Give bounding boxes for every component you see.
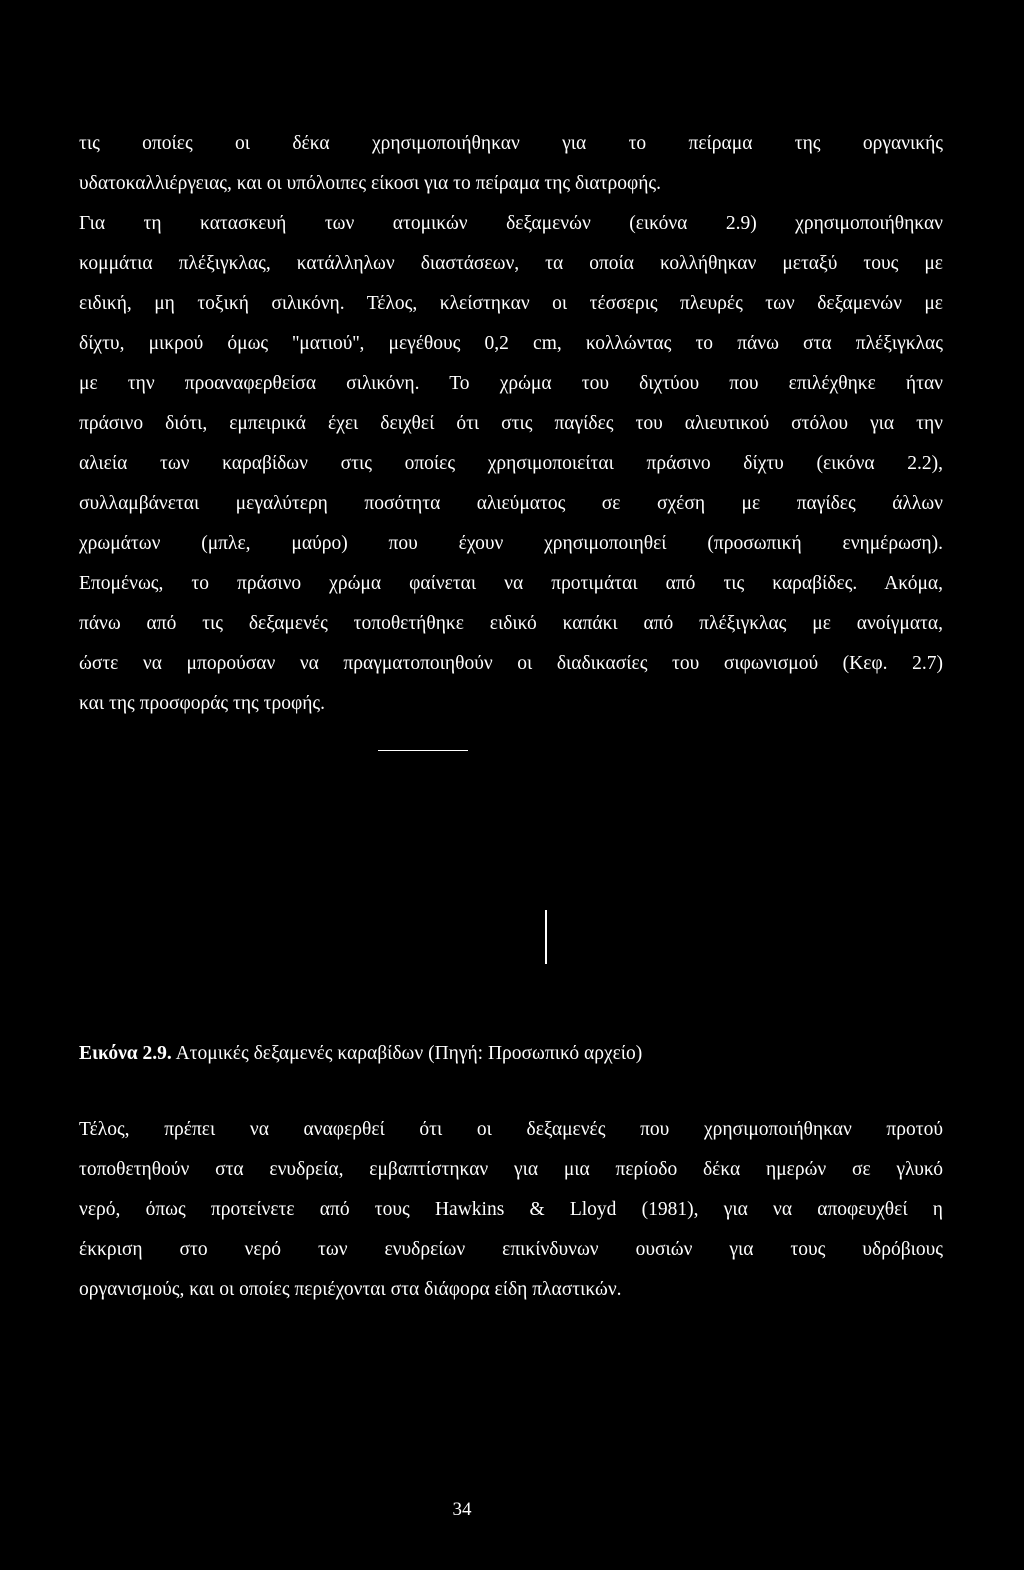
text-line: Επομένως, το πράσινο χρώμα φαίνεται να προτιμάται από τις καραβίδες. Ακόμα,	[79, 573, 943, 594]
text-line: πράσινο διότι, εμπειρικά έχει δειχθεί ότι στις παγίδες του αλιευτικού στόλου για την	[79, 413, 943, 434]
separator-rule	[378, 750, 468, 751]
text-line: αλιεία των καραβίδων στις οποίες χρησιμοποιείται πράσινο δίχτυ (εικόνα 2.2),	[79, 453, 943, 474]
text-line: χρωμάτων (μπλε, μαύρο) που έχουν χρησιμοποιηθεί (προσωπική ενημέρωση).	[79, 533, 943, 554]
text-line: οργανισμούς, και οι οποίες περιέχονται στα διάφορα είδη πλαστικών.	[79, 1279, 622, 1300]
text-line: με την προαναφερθείσα σιλικόνη. Το χρώμα του διχτύου που επιλέχθηκε ήταν	[79, 373, 943, 394]
text-line: νερό, όπως προτείνετε από τους Hawkins & Lloyd (1981), για να αποφευχθεί η	[79, 1199, 943, 1220]
text-line: τοποθετηθούν στα ενυδρεία, εμβαπτίστηκαν για μια περίοδο δέκα ημερών σε γλυκό	[79, 1159, 943, 1180]
text-line: συλλαμβάνεται μεγαλύτερη ποσότητα αλιεύματος σε σχέση με παγίδες άλλων	[79, 493, 943, 514]
paragraph-tank-soaking	[79, 1110, 943, 1310]
text-line: έκκριση στο νερό των ενυδρείων επικίνδυνων ουσιών για τους υδρόβιους	[79, 1239, 943, 1260]
text-line: πάνω από τις δεξαμενές τοποθετήθηκε ειδικό καπάκι από πλέξιγκλας με ανοίγματα,	[79, 613, 943, 634]
figure-caption-text: Ατομικές δεξαμενές καραβίδων (Πηγή: Προσωπικό αρχείο)	[171, 1043, 643, 1064]
text-line: Τέλος, πρέπει να αναφερθεί ότι οι δεξαμενές που χρησιμοποιήθηκαν προτού	[79, 1119, 943, 1140]
text-line: ώστε να μπορούσαν να πραγματοποιηθούν οι διαδικασίες του σιφωνισμού (Κεφ. 2.7)	[79, 653, 943, 674]
figure-caption-label: Εικόνα 2.9.	[79, 1043, 172, 1064]
page-number: 34	[452, 1499, 472, 1520]
text-line: ειδική, μη τοξική σιλικόνη. Τέλος, κλείστηκαν οι τέσσερις πλευρές των δεξαμενών με	[79, 293, 943, 314]
text-line: κομμάτια πλέξιγκλας, κατάλληλων διαστάσεων, τα οποία κολλήθηκαν μεταξύ τους με	[79, 253, 943, 274]
figure-remnant-line	[545, 910, 547, 964]
text-line: Για τη κατασκευή των ατομικών δεξαμενών (εικόνα 2.9) χρησιμοποιήθηκαν	[79, 213, 943, 234]
text-line: δίχτυ, μικρού όμως ''ματιού'', μεγέθους 0,2 cm, κολλώντας το πάνω στα πλέξιγκλας	[79, 333, 943, 354]
text-line: και της προσφοράς της τροφής.	[79, 693, 326, 714]
text-line: υδατοκαλλιέργειας, και οι υπόλοιπες είκοσι για το πείραμα της διατροφής.	[79, 173, 662, 194]
paragraph-tank-construction	[79, 124, 943, 724]
text-line: τις οποίες οι δέκα χρησιμοποιήθηκαν για το πείραμα της οργανικής	[79, 133, 943, 154]
figure-caption	[79, 1040, 642, 1068]
